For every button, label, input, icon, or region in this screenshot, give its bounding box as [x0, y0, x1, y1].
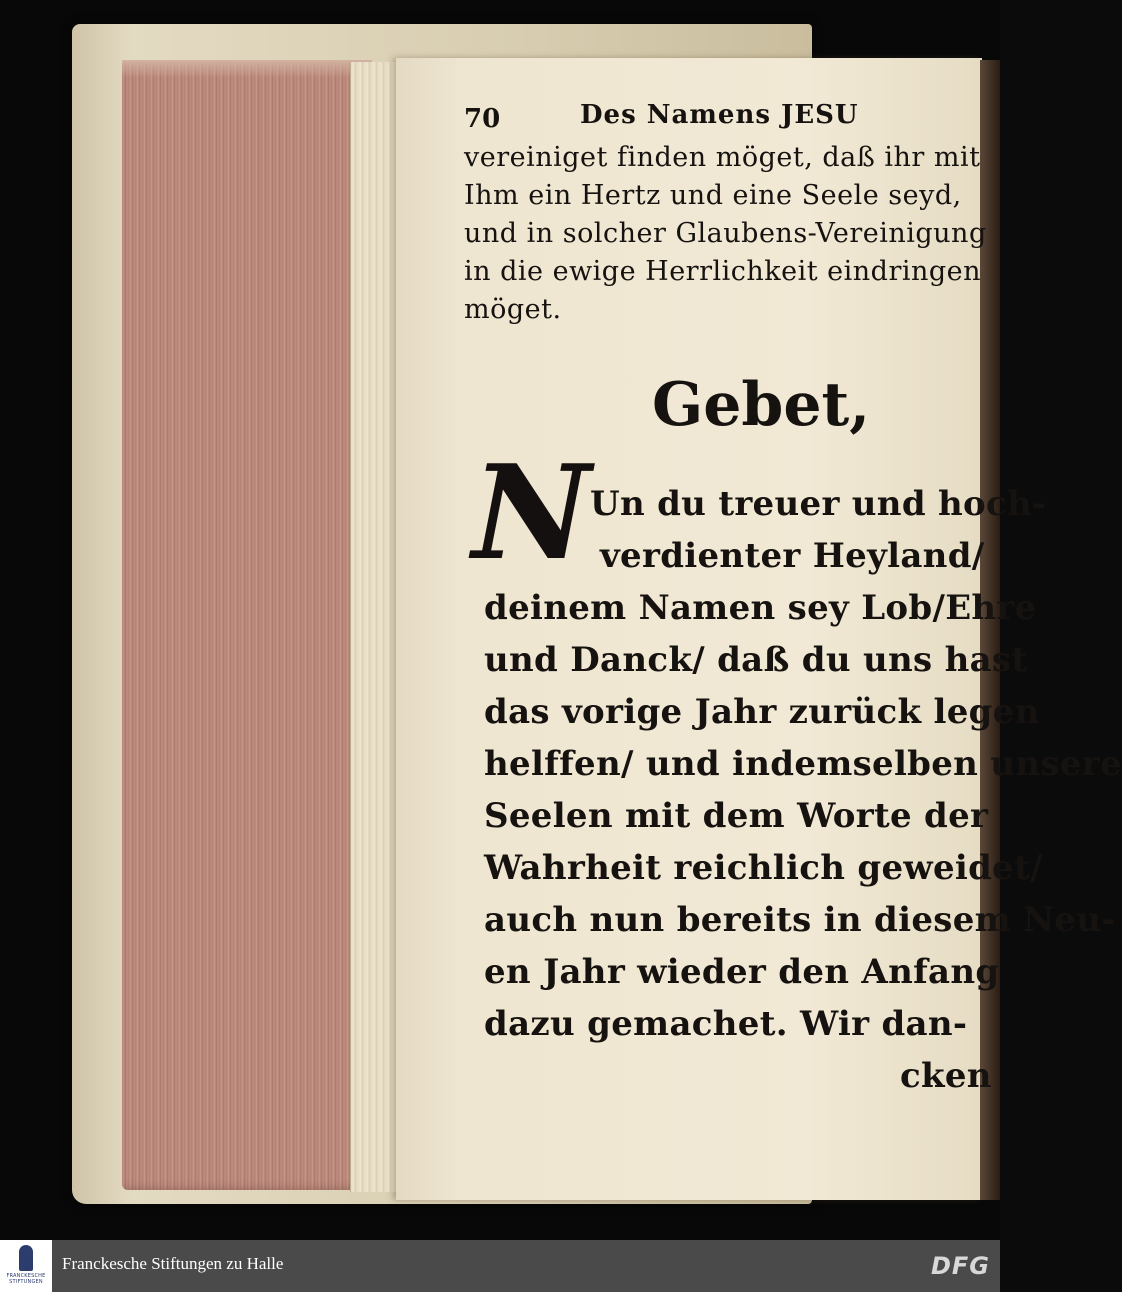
text-line: dazu gemachet. Wir dan-	[484, 1004, 968, 1044]
red-page-edges	[122, 60, 372, 1190]
franckesche-logo[interactable]	[0, 1240, 52, 1292]
text-line: deinem Namen sey Lob/Ehre	[484, 588, 1037, 628]
text-line: Ihm ein Hertz und eine Seele seyd,	[464, 180, 962, 211]
statue-icon	[19, 1245, 33, 1271]
text-line: und in solcher Glaubens-Vereinigung	[464, 218, 987, 249]
footer-bar	[0, 1240, 1000, 1292]
catchword: cken	[900, 1056, 992, 1096]
text-line: vereiniget finden möget, daß ihr mit	[464, 142, 981, 173]
text-line: auch nun bereits in diesem Neu-	[484, 900, 1116, 940]
text-line: und Danck/ daß du uns hast	[484, 640, 1028, 680]
logo-text-line: STIFTUNGEN	[9, 1279, 43, 1285]
text-line: in die ewige Herrlichkeit eindringen	[464, 256, 982, 287]
institution-name[interactable]: Franckesche Stiftungen zu Halle	[62, 1254, 284, 1273]
drop-cap-initial: N	[472, 436, 591, 589]
text-line: Un du treuer und hoch-	[590, 484, 1047, 524]
text-line: verdienter Heyland/	[600, 536, 985, 576]
running-title: Des Namens JESU	[580, 100, 859, 130]
text-line: Wahrheit reichlich geweidet/	[484, 848, 1043, 888]
text-line: Seelen mit dem Worte der	[484, 796, 989, 836]
text-line: möget.	[464, 294, 562, 325]
text-line: das vorige Jahr zurück legen	[484, 692, 1040, 732]
section-heading: Gebet,	[652, 370, 871, 440]
logo-text-line: FRANCKESCHE	[6, 1273, 46, 1279]
dfg-logo[interactable]: DFG	[930, 1252, 990, 1280]
text-line: en Jahr wieder den Anfang	[484, 952, 1000, 992]
text-line: helffen/ und indemselben unsere	[484, 744, 1122, 784]
page-number: 70	[464, 104, 501, 134]
